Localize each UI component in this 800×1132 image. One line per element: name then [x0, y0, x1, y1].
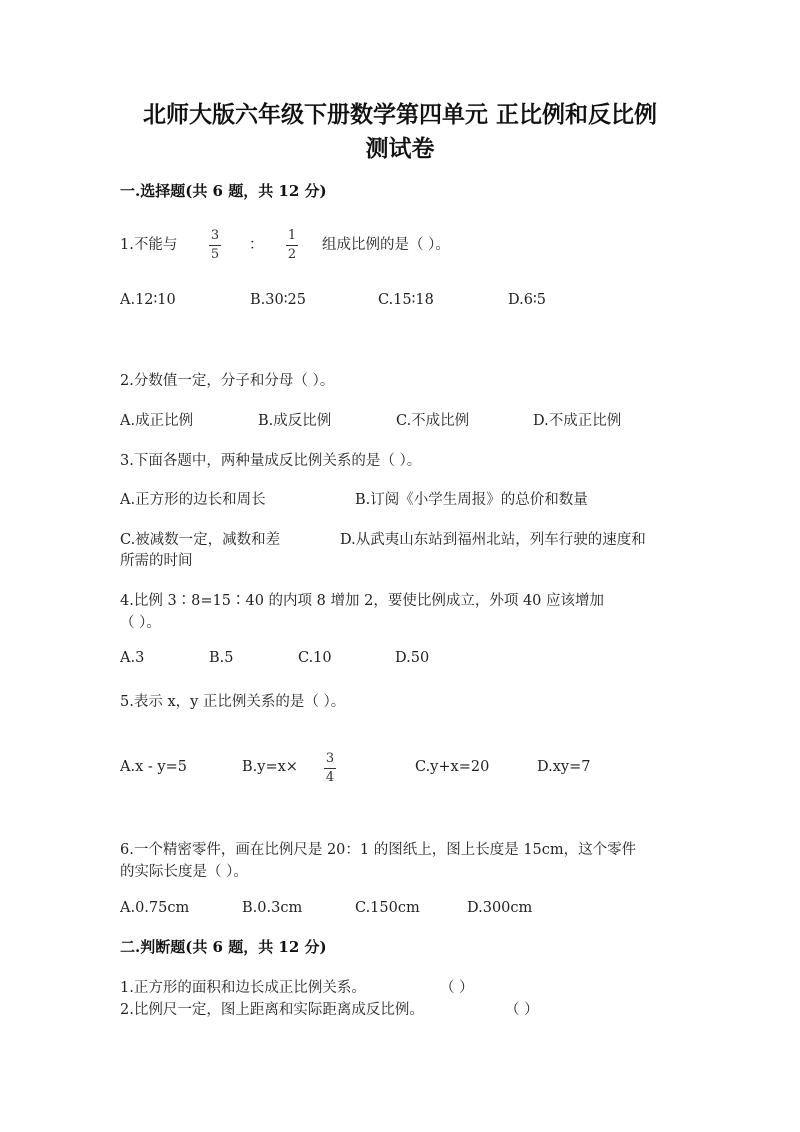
question-4-option-a[interactable]: A.3: [120, 650, 145, 666]
question-2-option-a[interactable]: A.成正比例: [120, 413, 194, 429]
question-1-option-c[interactable]: C.15∶18: [378, 292, 434, 308]
question-5-fraction: [324, 751, 336, 786]
fraction-numerator: 3: [210, 228, 220, 243]
page-title: 北师大版六年级下册数学第四单元 正比例和反比例: [142, 101, 657, 128]
page-title-line2: 测试卷: [365, 135, 435, 162]
judgment-1-answer[interactable]: （ ）: [440, 980, 474, 996]
question-6-option-b[interactable]: B.0.3cm: [242, 900, 303, 916]
question-2-option-c[interactable]: C.不成比例: [396, 413, 470, 429]
question-3-text: 3.下面各题中，两种量成反比例关系的是（ ）。: [120, 453, 422, 469]
fraction-denominator: 2: [287, 247, 297, 262]
question-6-line2: 的实际长度是（ ）。: [120, 864, 248, 880]
question-5-option-b[interactable]: B.y=x×: [242, 759, 298, 775]
question-5-option-a[interactable]: A.x - y=5: [120, 759, 187, 775]
question-1-fraction-1: [209, 228, 221, 263]
fraction-bar: [324, 768, 336, 769]
section-heading-choice: 一.选择题(共 6 题，共 12 分): [120, 182, 327, 200]
question-4-option-d[interactable]: D.50: [395, 650, 430, 666]
question-1-prefix: 1.不能与: [120, 237, 178, 253]
question-1-option-b[interactable]: B.30∶25: [250, 292, 306, 308]
judgment-2-text: 2.比例尺一定，图上距离和实际距离成反比例。: [120, 1002, 424, 1018]
question-4-option-c[interactable]: C.10: [298, 650, 332, 666]
fraction-bar: [209, 245, 221, 246]
question-4-line2: （ ）。: [120, 615, 161, 631]
question-6-line1: 6.一个精密零件，画在比例尺是 20：1 的图纸上，图上长度是 15cm，这个零件: [120, 842, 637, 858]
section-heading-judgment: 二.判断题(共 6 题，共 12 分): [120, 938, 327, 956]
question-2-option-d[interactable]: D.不成正比例: [533, 413, 622, 429]
question-1-option-a[interactable]: A.12∶10: [120, 292, 176, 308]
fraction-denominator: 4: [325, 770, 335, 785]
question-3-option-a[interactable]: A.正方形的边长和周长: [120, 492, 266, 508]
fraction-numerator: 1: [287, 228, 297, 243]
question-3-option-b[interactable]: B.订阅《小学生周报》的总价和数量: [355, 492, 588, 508]
question-5-option-c[interactable]: C.y+x=20: [415, 759, 490, 775]
question-2-option-b[interactable]: B.成反比例: [258, 413, 332, 429]
question-1-suffix: 组成比例的是（ ）。: [322, 237, 450, 253]
question-5-text: 5.表示 x，y 正比例关系的是（ ）。: [120, 694, 346, 710]
question-3-option-d-cont: 所需的时间: [120, 553, 193, 569]
question-2-text: 2.分数值一定，分子和分母（ ）。: [120, 373, 335, 389]
question-3-option-c[interactable]: C.被减数一定，减数和差: [120, 532, 281, 548]
fraction-numerator: 3: [325, 751, 335, 766]
question-6-option-d[interactable]: D.300cm: [467, 900, 533, 916]
question-6-option-a[interactable]: A.0.75cm: [120, 900, 190, 916]
question-4-option-b[interactable]: B.5: [209, 650, 234, 666]
question-1-option-d[interactable]: D.6∶5: [508, 292, 546, 308]
fraction-bar: [286, 245, 298, 246]
fraction-denominator: 5: [210, 247, 220, 262]
judgment-2-answer[interactable]: （ ）: [505, 1002, 539, 1018]
question-4-line1: 4.比例 3∶8=15∶40 的内项 8 增加 2，要使比例成立，外项 40 应该增加: [120, 593, 604, 609]
question-6-option-c[interactable]: C.150cm: [355, 900, 420, 916]
question-3-option-d[interactable]: D.从武夷山东站到福州北站，列车行驶的速度和: [340, 532, 646, 548]
judgment-1-text: 1.正方形的面积和边长成正比例关系。: [120, 980, 366, 996]
question-1-colon: ：: [249, 237, 264, 253]
question-5-option-d[interactable]: D.xy=7: [537, 759, 591, 775]
question-1-fraction-2: [286, 228, 298, 263]
